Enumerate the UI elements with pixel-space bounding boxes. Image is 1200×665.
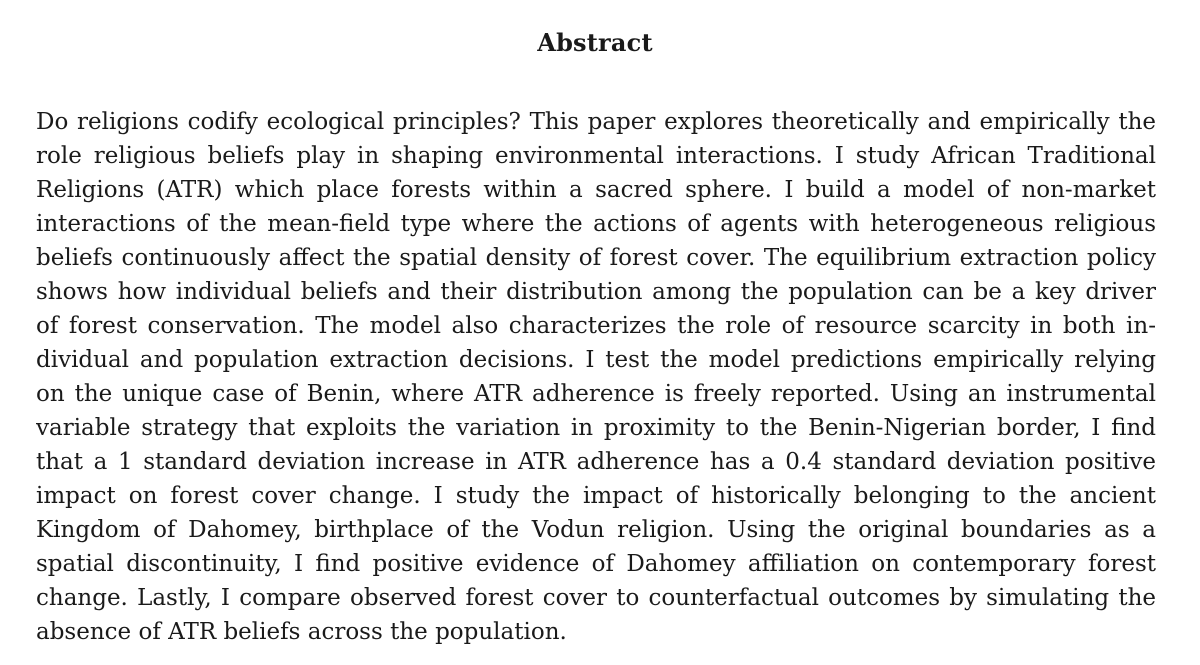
abstract-line: shows how individual beliefs and their distribution among the population can be a key driver xyxy=(36,279,1156,305)
abstract-line: on the unique case of Benin, where ATR adherence is freely reported. Using an instrumental xyxy=(36,381,1156,407)
abstract-line: spatial discontinuity, I find positive evidence of Dahomey affiliation on contemporary forest xyxy=(36,551,1156,577)
abstract-line: Religions (ATR) which place forests within a sacred sphere. I build a model of non-market xyxy=(36,177,1156,203)
abstract-line: role religious beliefs play in shaping environmental interactions. I study African Traditional xyxy=(36,143,1156,169)
abstract-paragraph xyxy=(36,105,1156,649)
abstract-line: Kingdom of Dahomey, birthplace of the Vodun religion. Using the original boundaries as a xyxy=(36,517,1156,543)
abstract-line: change. Lastly, I compare observed forest cover to counterfactual outcomes by simulating the xyxy=(36,585,1156,611)
abstract-line: impact on forest cover change. I study the impact of historically belonging to the ancient xyxy=(36,483,1156,509)
abstract-heading: Abstract xyxy=(537,28,653,57)
abstract-line: Do religions codify ecological principles? This paper explores theoretically and empirically the xyxy=(36,109,1156,135)
abstract-line: variable strategy that exploits the variation in proximity to the Benin-Nigerian border, I find xyxy=(36,415,1156,441)
abstract-line: absence of ATR beliefs across the population. xyxy=(36,619,567,645)
abstract-line: beliefs continuously affect the spatial density of forest cover. The equilibrium extraction policy xyxy=(36,245,1156,271)
abstract-line: that a 1 standard deviation increase in ATR adherence has a 0.4 standard deviation positive xyxy=(36,449,1156,475)
abstract-line: interactions of the mean-field type where the actions of agents with heterogeneous religious xyxy=(36,211,1156,237)
abstract-line: dividual and population extraction decisions. I test the model predictions empirically relying xyxy=(36,347,1156,373)
abstract-line: of forest conservation. The model also characterizes the role of resource scarcity in both in- xyxy=(36,313,1156,339)
